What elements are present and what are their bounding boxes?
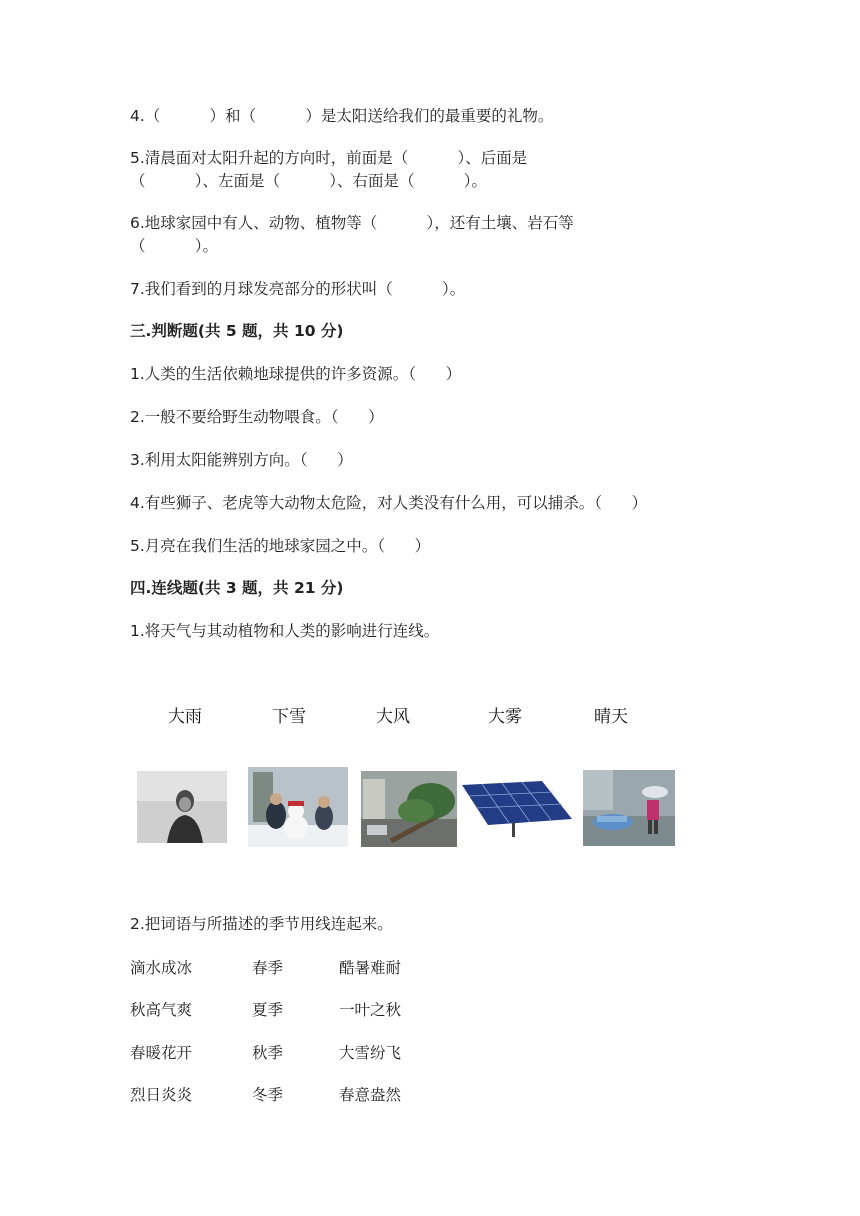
- word-left-2: 秋高气爽: [130, 1001, 193, 1019]
- fallen-tree-photo: [361, 771, 457, 847]
- weather-label-sunny: 晴天: [594, 707, 628, 727]
- word-left-1: 滴水成冰: [130, 959, 193, 977]
- word-right-4: 春意盎然: [339, 1086, 402, 1104]
- word-right-3: 大雪纷飞: [339, 1044, 402, 1062]
- question-6-line-1: 6.地球家园中有人、动物、植物等（ ），还有土壤、岩石等: [130, 214, 574, 232]
- judge-item-3: 3.利用太阳能辨别方向。（ ）: [130, 451, 353, 469]
- weather-label-heavy-rain: 大雨: [168, 707, 202, 727]
- word-left-3: 春暖花开: [130, 1044, 193, 1062]
- judge-item-4: 4.有些狮子、老虎等大动物太危险，对人类没有什么用，可以捕杀。（ ）: [130, 494, 648, 512]
- weather-label-snow: 下雪: [272, 707, 306, 727]
- word-right-2: 一叶之秋: [339, 1001, 402, 1019]
- question-6-line-2: （ ）。: [130, 237, 219, 255]
- season-4: 冬季: [252, 1086, 284, 1104]
- question-7: 7.我们看到的月球发亮部分的形状叫（ ）。: [130, 280, 466, 298]
- judge-item-2: 2.一般不要给野生动物喂食。（ ）: [130, 408, 384, 426]
- season-1: 春季: [252, 959, 284, 977]
- match-question-2: 2.把词语与所描述的季节用线连起来。: [130, 915, 393, 933]
- match-question-1: 1.将天气与其动植物和人类的影响进行连线。: [130, 622, 440, 640]
- word-left-4: 烈日炎炎: [130, 1086, 193, 1104]
- snowman-photo: [248, 767, 348, 847]
- weather-label-wind: 大风: [376, 707, 410, 727]
- judge-section-heading: 三.判断题(共 5 题，共 10 分): [130, 322, 344, 340]
- match-section-heading: 四.连线题(共 3 题，共 21 分): [130, 579, 344, 597]
- solar-panel-photo: [458, 779, 575, 839]
- judge-item-5: 5.月亮在我们生活的地球家园之中。（ ）: [130, 537, 431, 555]
- season-2: 夏季: [252, 1001, 284, 1019]
- flooded-street-photo: [583, 770, 675, 846]
- question-5-line-1: 5.清晨面对太阳升起的方向时，前面是（ ）、后面是: [130, 149, 528, 167]
- weather-label-fog: 大雾: [488, 707, 522, 727]
- fog-person-photo: [137, 771, 227, 843]
- question-4: 4.（ ）和（ ）是太阳送给我们的最重要的礼物。: [130, 107, 554, 125]
- judge-item-1: 1.人类的生活依赖地球提供的许多资源。（ ）: [130, 365, 462, 383]
- season-3: 秋季: [252, 1044, 284, 1062]
- question-5-line-2: （ ）、左面是（ ）、右面是（ ）。: [130, 172, 488, 190]
- word-right-1: 酷暑难耐: [339, 959, 402, 977]
